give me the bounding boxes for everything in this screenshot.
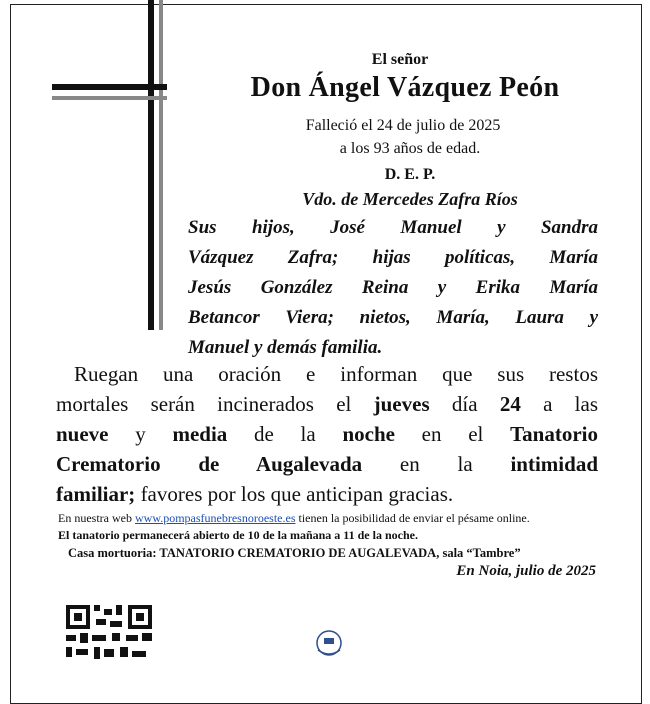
- web-info: En nuestra web www.pompasfunebresnoroeste.es tienen la posibilidad de enviar el pésame online.: [58, 511, 530, 525]
- age: a los 93 años de edad.: [339, 140, 481, 157]
- prayer-paragraph: Ruegan una oración e informan que sus restos mortales serán incinerados el jueves día 24 a las nueve y media de la noche en el Tanatorio Crematorio de Augalevada en la intimidad familiar; favores por los que anticipan gracias.: [56, 362, 599, 506]
- deceased-name: Don Ángel Vázquez Peón: [250, 72, 560, 103]
- qr-code-icon: [66, 605, 156, 665]
- family-line: Jesús González Reina y Erika María: [188, 277, 598, 298]
- family-line: Manuel y demás familia.: [188, 337, 383, 358]
- family-list: [188, 213, 598, 363]
- place-date: En Noia, julio de 2025: [456, 563, 596, 579]
- anniversary-badge-icon: [312, 628, 346, 658]
- death-date: Falleció el 24 de julio de 2025: [305, 117, 501, 134]
- family-line: Sus hijos, José Manuel y Sandra: [188, 217, 598, 238]
- family-line: Vázquez Zafra; hijas políticas, María: [188, 247, 598, 268]
- opening-hours: El tanatorio permanecerá abierto de 10 de la mañana a 11 de la noche.: [58, 528, 418, 542]
- family-line: Betancor Viera; nietos, María, Laura y: [188, 307, 598, 328]
- funeral-home: Casa mortuoria: TANATORIO CREMATORIO DE AUGALEVADA, sala “Tambre”: [68, 546, 521, 560]
- cross-icon: [52, 0, 167, 335]
- rip: D. E. P.: [384, 166, 436, 183]
- website-link[interactable]: www.pompasfunebresnoroeste.es: [134, 511, 296, 525]
- widower-of: Vdo. de Mercedes Zafra Ríos: [302, 189, 518, 209]
- honorific: El señor: [371, 51, 429, 68]
